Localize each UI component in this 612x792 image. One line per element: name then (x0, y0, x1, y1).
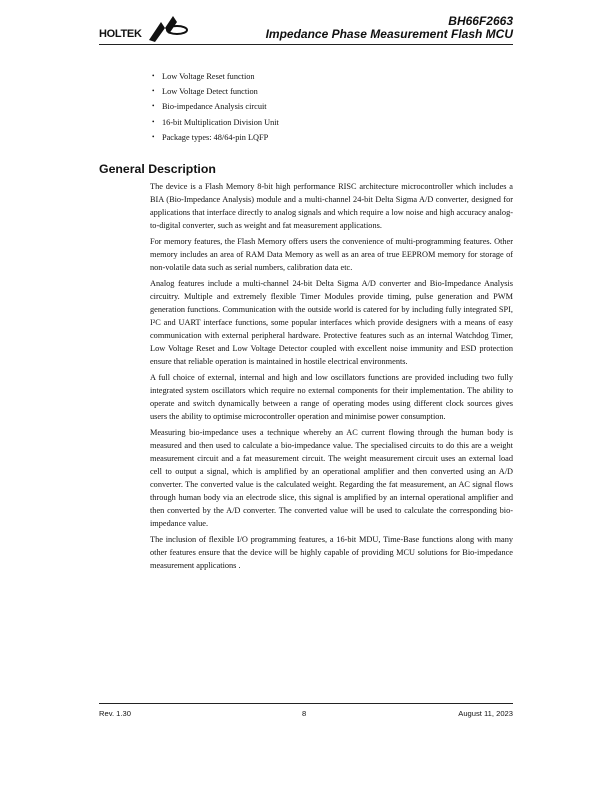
section-heading: General Description (99, 162, 216, 176)
feature-item: • Low Voltage Detect function (152, 84, 279, 99)
footer-rule (99, 703, 513, 704)
date: August 11, 2023 (458, 709, 513, 718)
paragraph: Analog features include a multi-channel 24-bit Delta Sigma A/D converter and Bio-Impedance Analysis circuitry. Multiple and extremely flexible Timer Modules provide timing, pulse generation and PWM generation functions. Communication with the outside world is catered for by including fully integrated SPI, I²C and UART interface functions, some popular interfaces which provide designers with a means of easy communication with external peripheral hardware. Protective features such as an internal Watchdog Timer, Low Voltage Reset and Low Voltage Detector coupled with excellent noise immunity and ESD protection ensure that reliable operation is maintained in hostile electrical environments. (150, 279, 513, 366)
feature-item: • Bio-impedance Analysis circuit (152, 99, 279, 114)
part-number: BH66F2663 (448, 14, 513, 28)
page-number: 8 (302, 709, 307, 718)
header-rule (99, 44, 513, 45)
paragraph: A full choice of external, internal and high and low oscillators functions are provided including two fully integrated system oscillators which require no external components for their implementation. The ability to operate and switch dynamically between a range of operating modes using different clock sources gives users the ability to optimise microcontroller operation and minimise power consumption. (150, 373, 513, 421)
feature-item: • 16-bit Multiplication Division Unit (152, 115, 279, 130)
logo-mark-icon (147, 14, 189, 44)
description-body (150, 180, 513, 575)
paragraph: For memory features, the Flash Memory offers users the convenience of multi-programming features. Other memory includes an area of RAM Data Memory as well as an area of true EEPROM memory for storage of non-volatile data such as serial numbers, calibration data etc. (150, 237, 513, 272)
paragraph: The device is a Flash Memory 8-bit high performance RISC architecture microcontroller which includes a BIA (Bio-Impedance Analysis) module and a multi-channel 24-bit Delta Sigma A/D converter, designed for applications that interface directly to analog signals and which require a low noise and high accuracy analog-to-digital converter, such as weight and fat measurement applications. (150, 182, 513, 230)
document-header (266, 15, 513, 41)
feature-item: • Low Voltage Reset function (152, 69, 279, 84)
feature-item: • Package types: 48/64-pin LQFP (152, 130, 279, 145)
paragraph: Measuring bio-impedance uses a technique whereby an AC current flowing through the human body is measured and then used to calculate a bio-impedance value. The specialised circuits to do this are a weight measurement circuit and a fat measurement circuit. The weight measurement circuit uses an external load cell to output a signal, which is amplified by an operational amplifier and then converted using an A/D converter. The converted value is the calculated weight. Regarding the fat measurement, an AC signal flows through human body via an electrode slice, this signal is amplified by an internal operational amplifier and then converted by the A/D converter. The converted value will be used to calculate the corresponding bio-impedance value. (150, 428, 513, 528)
holtek-logo (99, 14, 189, 44)
revision: Rev. 1.30 (99, 709, 131, 718)
paragraph: The inclusion of flexible I/O programming features, a 16-bit MDU, Time-Base functions along with many other features ensure that the device will be highly capable of providing MCU solutions for Bio-impedance measurement applications . (150, 535, 513, 570)
document-title: Impedance Phase Measurement Flash MCU (265, 27, 513, 41)
feature-list (152, 69, 279, 145)
logo-text: HOLTEK (99, 28, 142, 40)
